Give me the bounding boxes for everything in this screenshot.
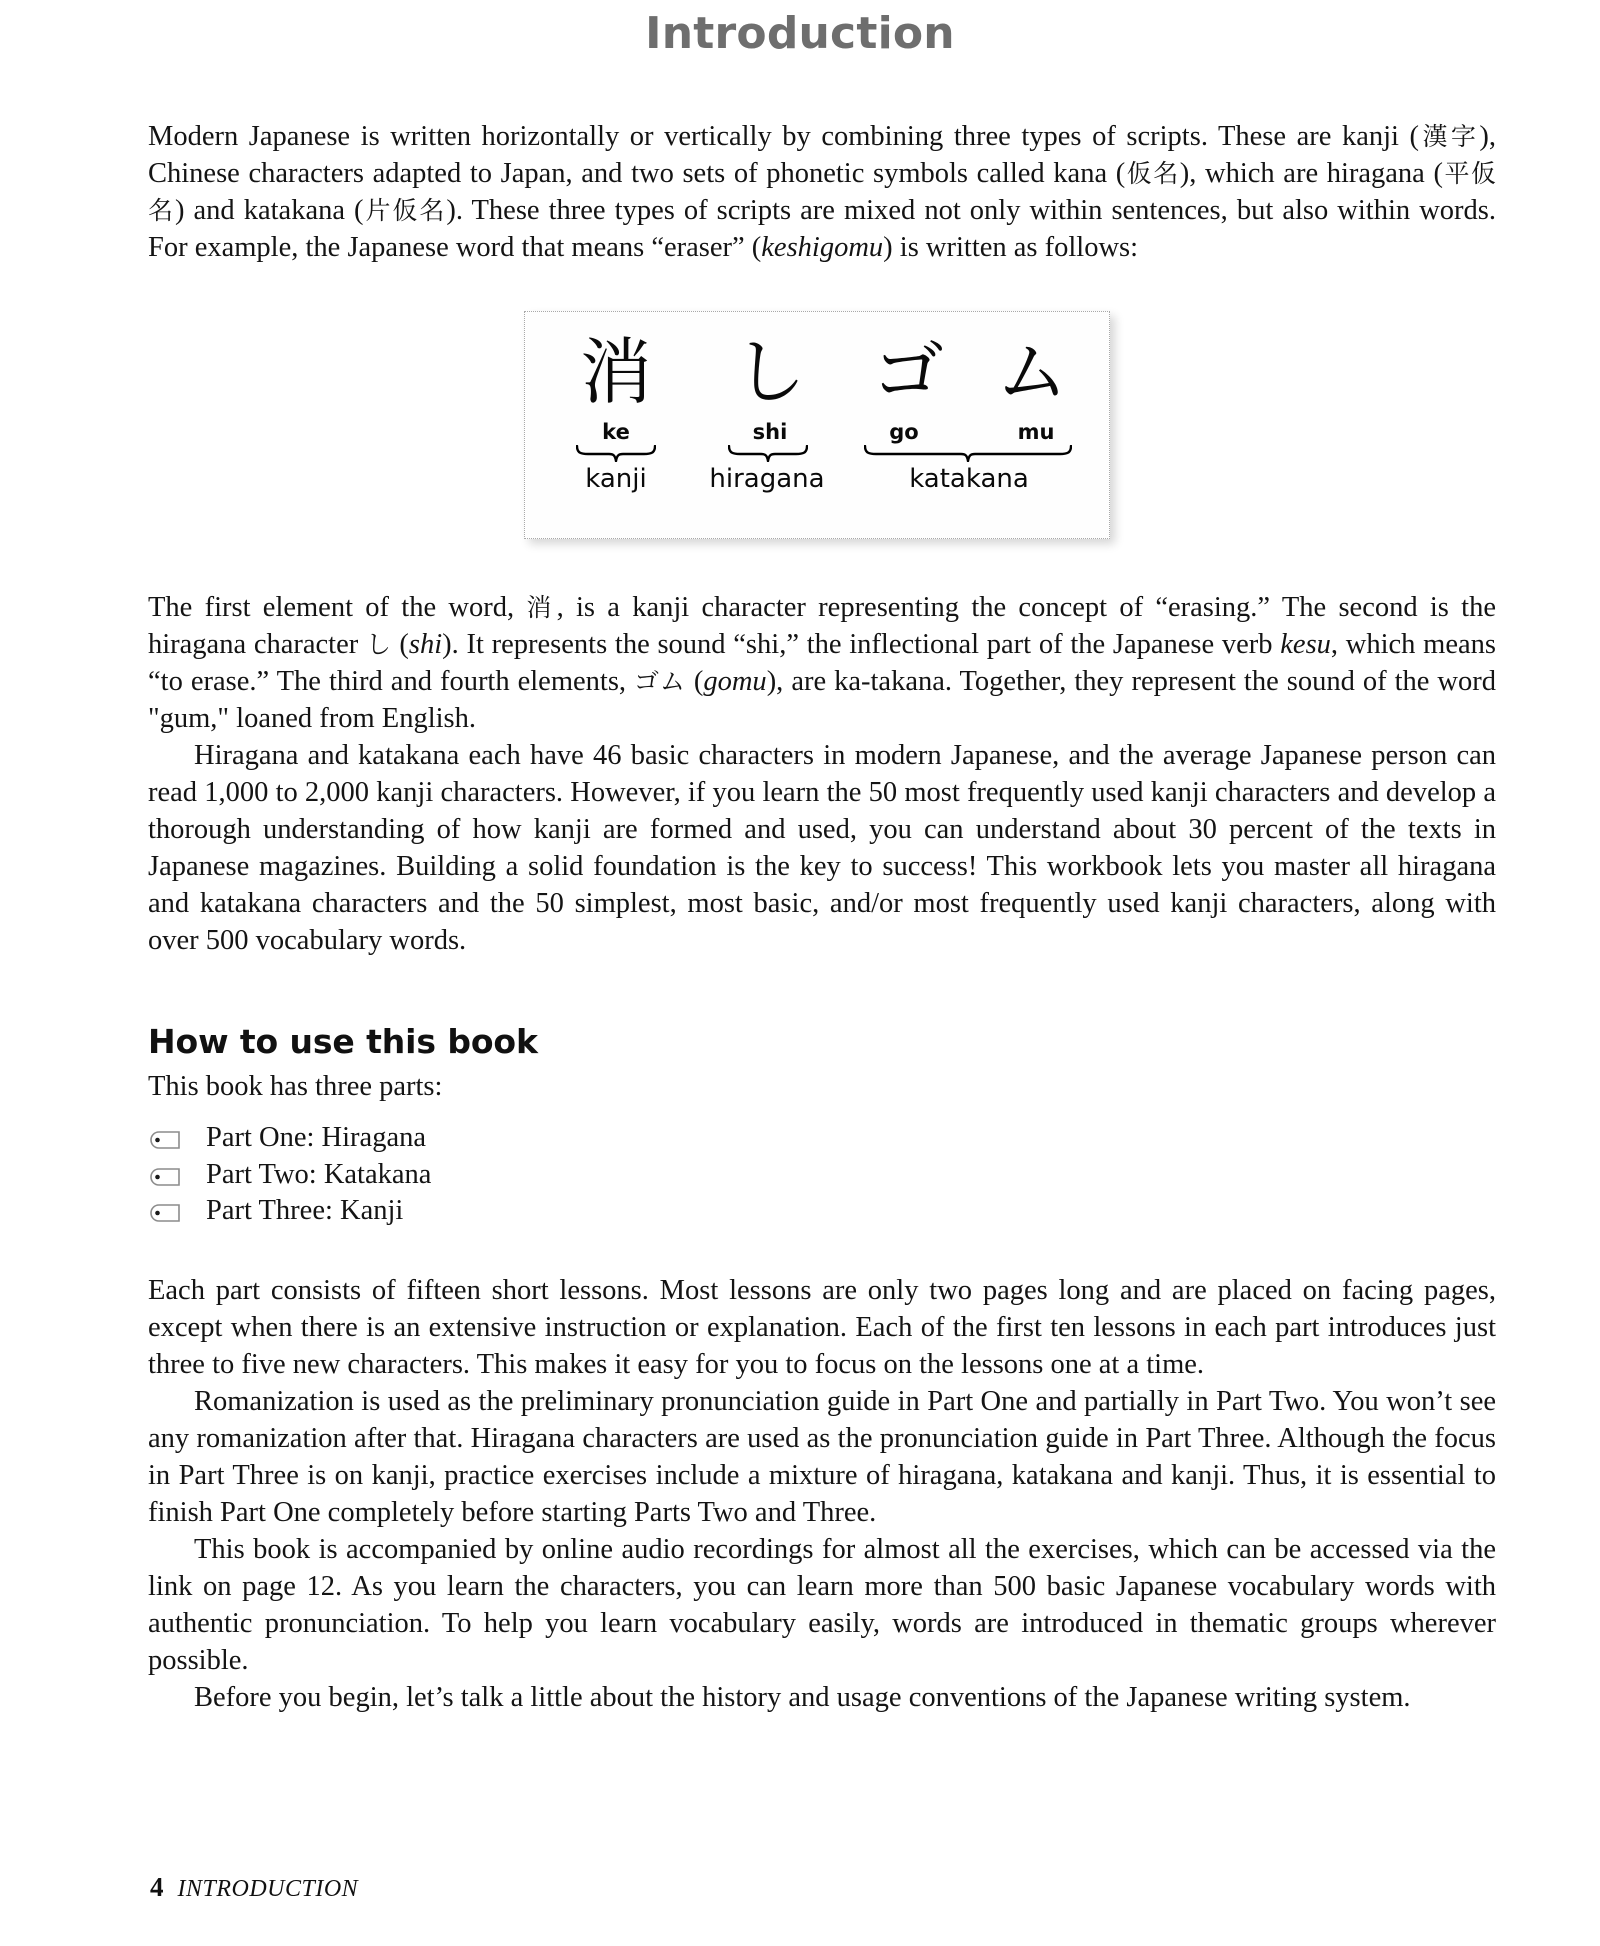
diagram-glyph-row [525,326,1109,418]
parts-list-container [148,1120,1496,1230]
keshigomu-diagram [524,311,1110,539]
diagram-romaji-mu: mu [1017,420,1055,444]
p1-seg-b: ), Chinese characters adapted to Japan, and two sets of phonetic symbols called kana ( [148,121,1496,189]
diagram-label-katakana: katakana [909,464,1029,494]
p1-italic-keshigomu: keshigomu [761,232,884,263]
list-item [148,1157,1496,1194]
list-item [148,1193,1496,1230]
p2-seg-c: ( [391,629,409,660]
diagram-romaji-go: go [889,420,919,444]
list-item [148,1120,1496,1157]
intro-paragraph-2 [148,589,1496,737]
p2-seg-g: ), are ka-takana. Together, they represent the sound of the word "gum," loaned from English. [148,666,1496,734]
p1-kanji-kana: 仮名 [1125,159,1180,188]
diagram-glyph-hiragana-shi: し [733,330,806,414]
intro-paragraph-1 [148,118,1496,266]
p2-seg-a: The first element of the word, [148,592,527,623]
intro-paragraph-8: Before you begin, let’s talk a little about the history and usage conventions of the Japanese writing system. [194,1682,1411,1713]
brace-kanji-icon [576,445,656,462]
p2-hiragana-shi: し [366,630,392,659]
p1-kanji-hiragana: 平仮名 [148,159,1496,225]
footer-page-number: 4 [150,1872,164,1902]
tag-bullet-icon [148,1166,188,1188]
list-item-label: Part One: Hiragana [206,1122,426,1153]
diagram-romaji-ke: ke [602,420,630,444]
brace-katakana-icon [864,445,1072,462]
footer-running-head: INTRODUCTION [177,1876,359,1902]
p1-seg-f: ) is written as follows: [883,232,1139,263]
intro-paragraph-1-container [148,118,1496,266]
p2-seg-e: , which means “to erase.” The third and fourth elements, [148,629,1496,697]
tag-bullet-icon [148,1129,188,1151]
parts-list [148,1120,1496,1230]
diagram-glyph-kanji-sho: 消 [579,330,652,414]
three-parts-lead-in: This book has three parts: [148,1070,443,1102]
diagram-label-kanji: kanji [585,464,647,494]
diagram-romaji-shi: shi [752,420,788,444]
section-heading-how-to-use: How to use this book [148,1022,538,1061]
closing-paragraphs [148,1272,1496,1716]
p1-kanji-katakana: 片仮名 [363,196,447,225]
p1-seg-a: Modern Japanese is written horizontally or vertically by combining three types of scripts. These are kanji ( [148,121,1420,152]
p2-kanji-sho: 消 [526,593,557,622]
diagram-label-hiragana: hiragana [709,464,825,494]
diagram-glyph-katakana-mu: ム [995,330,1068,414]
intro-paragraph-7: This book is accompanied by online audio recordings for almost all the exercises, which can be accessed via the link on page 12. As you learn the characters, you can learn more than 500 basic Japanese vocabulary words with authentic pronunciation. To help you learn vocabulary easily, words are introduced in thematic groups wherever possible. [148,1534,1496,1676]
intro-paragraph-2-container [148,589,1496,959]
brace-hiragana-icon [728,445,808,462]
p1-kanji-kanji: 漢字 [1419,122,1480,151]
p2-katakana-gomu: ゴム [634,667,686,696]
intro-paragraph-6: Romanization is used as the preliminary pronunciation guide in Part One and partially in Part Two. You won’t see any romanization after that. Hiragana characters are used as the pronunciation guide in Part Three. Although the focus in Part Three is on kanji, practice exercises include a mixture of hiragana, katakana and kanji. Thus, it is essential to finish Part One completely before starting Parts Two and Three. [148,1386,1496,1528]
tag-bullet-icon [148,1202,188,1224]
list-item-label: Part Two: Katakana [206,1158,432,1190]
how-to-use-section [148,1022,1496,1105]
p2-italic-shi: shi [408,629,443,660]
p1-seg-d: ) and katakana ( [174,195,364,226]
intro-paragraph-5: Each part consists of fifteen short lessons. Most lessons are only two pages long and are placed on facing pages, except when there is an extensive instruction or explanation. Each of the first ten lessons in each part introduces just three to five new characters. This makes it easy for you to focus on the lessons one at a time. [148,1275,1496,1380]
p1-seg-c: ), which are hiragana ( [1179,158,1443,189]
p2-italic-gomu: gomu [703,666,767,697]
intro-paragraph-3: Hiragana and katakana each have 46 basic characters in modern Japanese, and the average Japanese person can read 1,000 to 2,000 kanji characters. However, if you learn the 50 most frequently used kanji characters and develop a thorough understanding of how kanji are formed and used, you can understand about 30 percent of the texts in Japanese magazines. Building a solid foundation is the key to success! This workbook lets you master all hiragana and katakana characters and the 50 simplest, most basic, and/or most frequently used kanji characters, along with over 500 vocabulary words. [148,740,1496,956]
p1-seg-e: ). These three types of scripts are mixed not only within sentences, but also within words. For example, the Japanese word that means “eraser” ( [148,195,1496,263]
p2-seg-d: ). It represents the sound “shi,” the inflectional part of the Japanese verb [442,629,1281,660]
diagram-box [524,311,1110,539]
list-item-label: Part Three: Kanji [206,1195,404,1226]
diagram-glyph-katakana-go: ゴ [871,330,944,414]
p2-italic-kesu: kesu [1280,629,1331,660]
p2-seg-f: ( [685,666,704,697]
page-footer [150,1872,358,1903]
page-title: Introduction [645,8,955,59]
p2-seg-b: , is a kanji character representing the concept of “erasing.” The second is the hiragana character [148,592,1496,660]
